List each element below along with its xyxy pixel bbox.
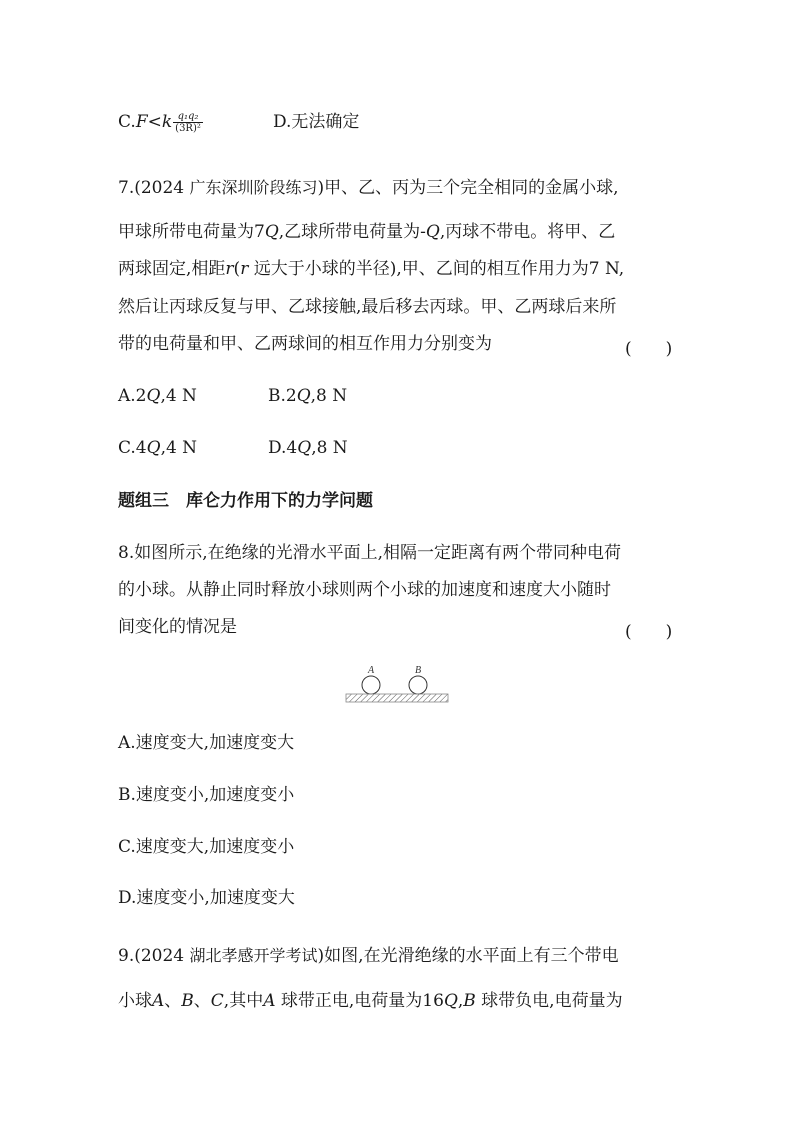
q7-Q: Q [264, 222, 279, 242]
q7-Q: Q [296, 386, 311, 406]
q9-B: B [181, 991, 194, 1011]
q9-Q: Q [443, 991, 458, 1011]
q8-option-d: D.速度变小,加速度变大 [118, 888, 295, 908]
q9-line-2 [118, 989, 623, 1013]
q6-fraction-denominator: (3R)² [175, 123, 201, 134]
q9-C: C [210, 991, 224, 1011]
q7-option-a-post: ,4 N [160, 386, 197, 406]
q7-option-b-pre: B.2 [268, 386, 297, 406]
q7-option-d-post: ,8 N [311, 438, 348, 458]
q9-line2a: 小球 [118, 991, 152, 1011]
q7-option-b [268, 384, 347, 408]
ball-b-label: B [415, 665, 422, 676]
q7-line-1 [118, 176, 619, 200]
q6-option-c-lt: < [147, 112, 162, 132]
q8-figure [340, 660, 452, 704]
q8-line-3: 间变化的情况是 [118, 617, 237, 637]
q8-option-c: C.速度变大,加速度变小 [118, 837, 295, 857]
q9-number: 9.(2024 [118, 946, 190, 966]
q7-line2c: ,丙球不带电。将甲、乙 [439, 222, 616, 242]
q7-Q: Q [146, 386, 161, 406]
q8-option-a: A.速度变大,加速度变大 [118, 733, 295, 753]
q7-Q: Q [297, 438, 312, 458]
q9-sep1: 、 [164, 991, 182, 1011]
q6-fraction-numerator: q₁q₂ [173, 111, 203, 123]
section-heading: 题组三 库仑力作用下的力学问题 [118, 491, 373, 511]
q7-option-b-post: ,8 N [310, 386, 348, 406]
q8-answer-paren: ( ) [625, 622, 673, 642]
q7-line3b: ( [233, 259, 241, 279]
q9-line1-text: )如图,在光滑绝缘的水平面上有三个带电 [317, 946, 619, 966]
q6-option-d: D.无法确定 [273, 112, 360, 132]
q6-option-c-F: F [135, 112, 148, 132]
q7-Q: Q [425, 222, 440, 242]
ground-surface [346, 694, 448, 702]
q7-r: r [240, 259, 249, 279]
q7-r: r [225, 259, 234, 279]
q7-option-d-pre: D.4 [268, 438, 298, 458]
q7-Q: Q [146, 438, 161, 458]
q7-line-4: 然后让丙球反复与甲、乙球接触,最后移去丙球。甲、乙两球后来所 [118, 297, 617, 317]
q8-line-2: 的小球。从静止同时释放小球则两个小球的加速度和速度大小随时 [118, 580, 611, 600]
q8-option-b: B.速度变小,加速度变小 [118, 785, 295, 805]
q8-line-1: 8.如图所示,在绝缘的光滑水平面上,相隔一定距离有两个带同种电荷 [118, 543, 622, 563]
q6-option-c-prefix: C. [118, 112, 136, 132]
q9-line-1 [118, 944, 619, 968]
q7-option-c-pre: C.4 [118, 438, 147, 458]
q9-A: A [152, 991, 165, 1011]
q7-option-c [118, 436, 197, 460]
ball-a-label: A [368, 665, 375, 676]
q9-source: 湖北孝感开学考试 [189, 946, 318, 965]
q7-line1-text: )甲、乙、丙为三个完全相同的金属小球, [317, 178, 619, 198]
q7-line2a: 甲球所带电荷量为7 [118, 222, 265, 242]
q7-line-2 [118, 220, 615, 244]
q7-number: 7.(2024 [118, 178, 190, 198]
q7-option-c-post: ,4 N [160, 438, 198, 458]
q9-line2d: , [457, 991, 464, 1011]
q7-option-d [268, 436, 348, 460]
q9-line2c: 球带正电,电荷量为16 [275, 991, 444, 1011]
q7-option-a-pre: A.2 [118, 386, 147, 406]
q9-A: A [263, 991, 276, 1011]
q6-option-c-k: k [161, 112, 173, 132]
q7-line2b: ,乙球所带电荷量为- [278, 222, 426, 242]
q9-line2e: 球带负电,电荷量为 [475, 991, 623, 1011]
q6-option-c-fraction [173, 111, 203, 134]
q7-line3c: 远大于小球的半径),甲、乙间的相互作用力为7 N, [248, 259, 625, 279]
q7-option-a [118, 384, 197, 408]
q9-sep2: 、 [193, 991, 211, 1011]
q7-line-3 [118, 257, 624, 281]
q7-source: 广东深圳阶段练习 [189, 178, 318, 197]
ball-b [409, 676, 427, 694]
ball-a [362, 676, 380, 694]
q7-line-5: 带的电荷量和甲、乙两球间的相互作用力分别变为 [118, 334, 492, 354]
q7-answer-paren: ( ) [625, 339, 673, 359]
q9-line2b: ,其中 [223, 991, 264, 1011]
q9-B: B [463, 991, 476, 1011]
q7-line3a: 两球固定,相距 [118, 259, 226, 279]
q6-option-c [118, 110, 203, 134]
